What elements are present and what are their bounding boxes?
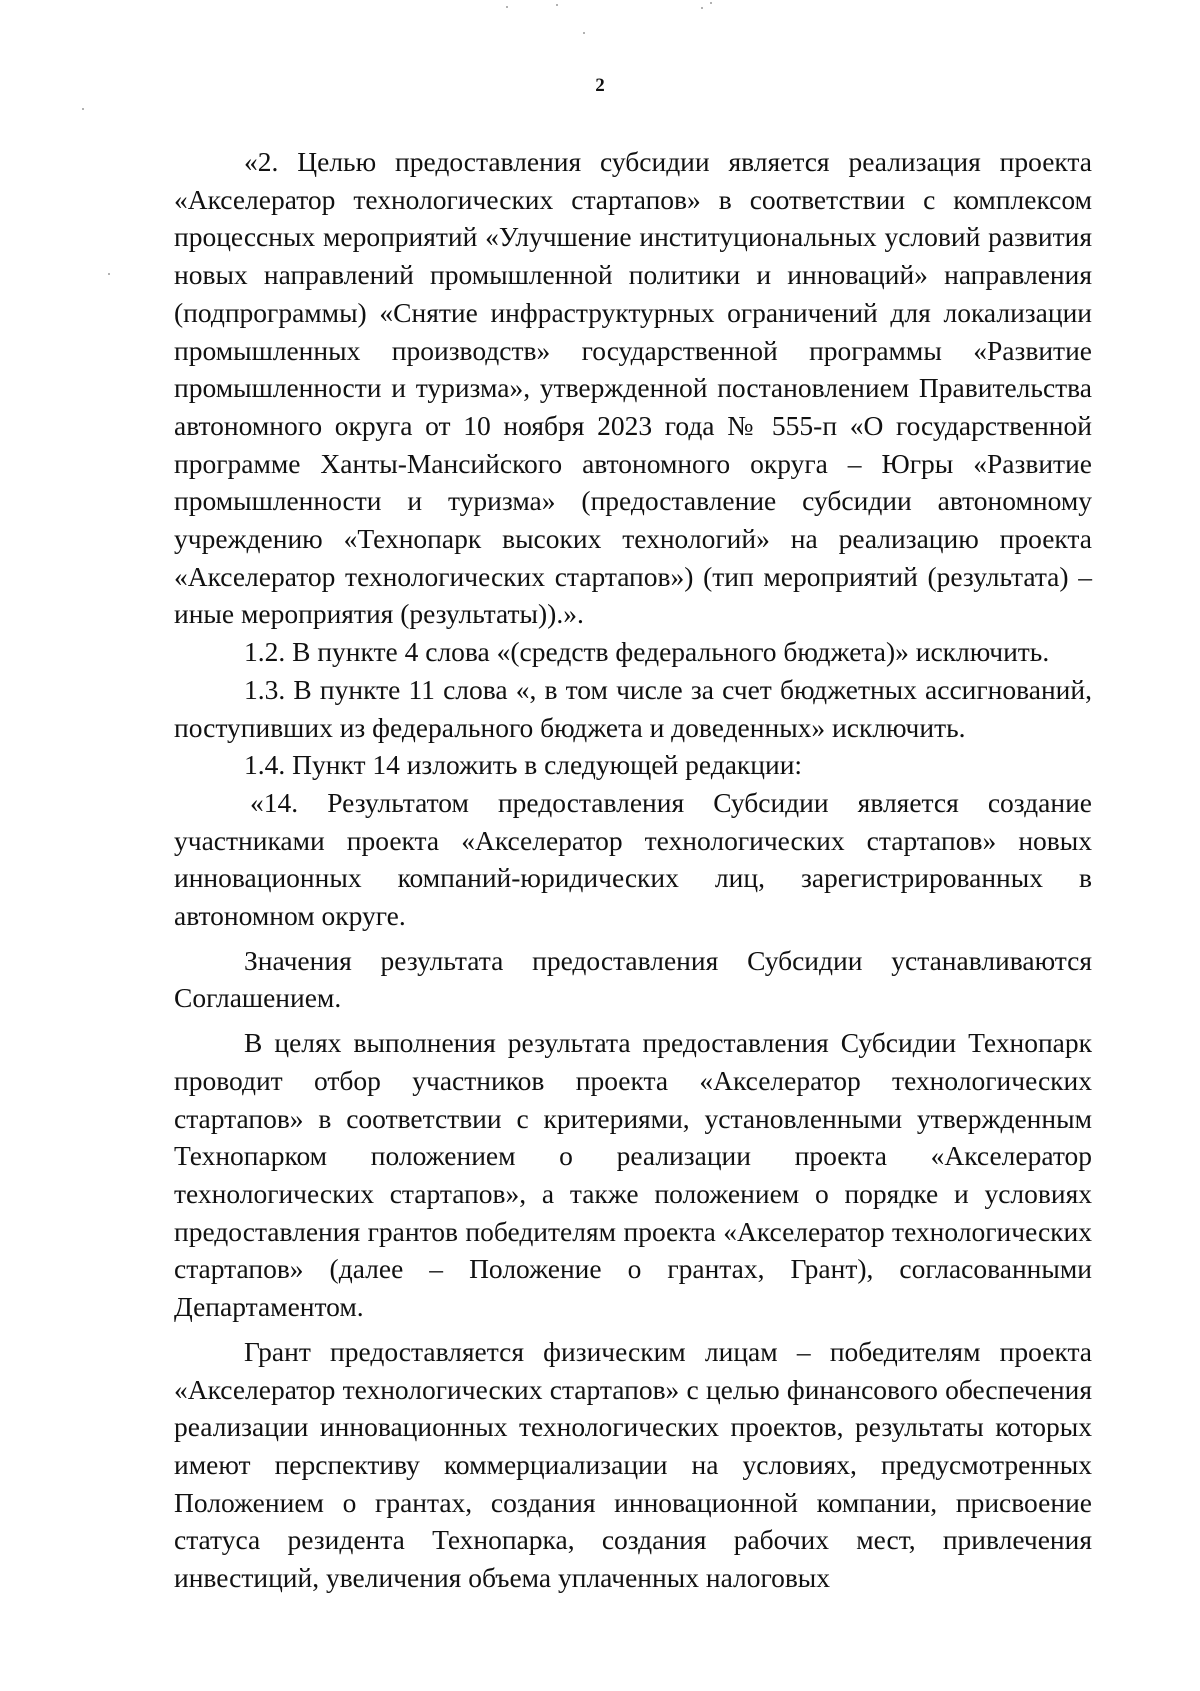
scan-speck — [506, 6, 508, 8]
paragraph-amend-1-4: 1.4. Пункт 14 изложить в следующей редакции: — [244, 749, 803, 781]
scan-speck — [108, 273, 110, 275]
scan-speck — [583, 32, 585, 34]
paragraph-selection: В целях выполнения результата предоставления Субсидии Технопарк проводит отбор участников проекта «Акселератор технологических стартапов» в соответствии с критериями, установленными утвержденным Технопарком положением о реализации проекта «Акселератор технологических стартапов», а также положением о порядке и условиях предоставления грантов победителям проекта «Акселератор технологических стартапов» (далее – Положение о грантах, Грант), согласованными Департаментом. — [174, 1027, 1092, 1323]
scan-speck — [710, 2, 712, 4]
paragraph-goal: «2. Целью предоставления субсидии является реализация проекта «Акселератор технологических стартапов» в соответствии с комплексом процессных мероприятий «Улучшение институциональных условий развития новых направлений промышленной политики и инноваций» направления (подпрограммы) «Снятие инфраструктурных ограничений для локализации промышленных производств» государственной программы «Развитие промышленности и туризма», утвержденной постановлением Правительства автономного округа от 10 ноября 2023 года № 555-п «О государственной программе Ханты-Мансийского автономного округа – Югры «Развитие промышленности и туризма» (предоставление субсидии автономному учреждению «Технопарк высоких технологий» на реализацию проекта «Акселератор технологических стартапов») (тип мероприятий (результата) – иные мероприятия (результаты)).». — [174, 146, 1092, 630]
scan-speck — [556, 4, 558, 6]
document-body — [174, 143, 1092, 1597]
paragraph-result-values: Значения результата предоставления Субсидии устанавливаются Соглашением. — [174, 944, 1092, 1014]
paragraph-grant: Грант предоставляется физическим лицам – победителям проекта «Акселератор технологических стартапов» с целью финансового обеспечения реализации инновационных технологических проектов, результаты которых имеют перспективу коммерциализации на условиях, предусмотренных Положением о грантах, создания инновационной компании, присвоение статуса резидента Технопарка, создания рабочих мест, привлечения инвестиций, увеличения объема уплаченных налоговых — [174, 1335, 1092, 1594]
paragraph-amend-1-3: 1.3. В пункте 11 слова «, в том числе за счет бюджетных ассигнований, поступивших из федерального бюджета и доведенных» исключить. — [174, 673, 1092, 743]
scan-speck — [82, 108, 84, 110]
paragraph-clause-14: «14. Результатом предоставления Субсидии является создание участниками проекта «Акселератор технологических стартапов» новых инновационных компаний-юридических лиц, зарегистрированных в автономном округе. — [174, 786, 1092, 932]
scan-speck — [701, 7, 703, 9]
paragraph-amend-1-2: 1.2. В пункте 4 слова «(средств федерального бюджета)» исключить. — [244, 636, 1050, 668]
page-number: 2 — [595, 75, 605, 96]
